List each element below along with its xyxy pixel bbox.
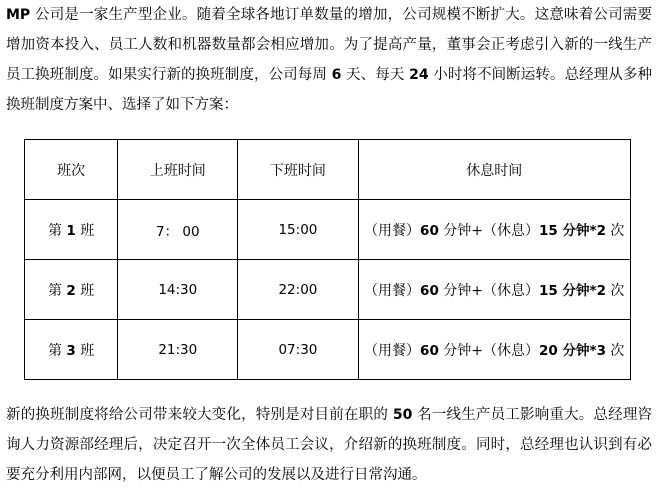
rest-times-label: 次: [605, 223, 625, 239]
rest-break-label: 分钟+（休息）: [438, 223, 540, 239]
intro-paragraph: [6, 0, 652, 120]
rest-meal-minutes: 60: [420, 283, 439, 299]
rest-meal-label: （用餐）: [364, 283, 421, 299]
employee-count: 50: [392, 407, 413, 423]
outro-text-2: 名一线生产员工影响重大。总经理咨询人力资源部经理后，决定召开一次全体员工会议，介绍新的换班制度。同时，总经理也认识到有必要充分利用内部网，以便员工了解公司的发展以及进行日常沟通。: [6, 407, 653, 483]
header-rest-time: 休息时间: [358, 140, 631, 200]
end-time-cell: 15:00: [238, 200, 358, 260]
rest-times-label: 次: [605, 343, 625, 359]
shift-prefix: 第: [47, 342, 67, 359]
end-time-cell: 22:00: [238, 260, 358, 320]
rest-time-cell: [358, 320, 631, 380]
shift-suffix: 班: [75, 222, 95, 239]
table-row: [25, 260, 631, 320]
shift-suffix: 班: [75, 342, 95, 359]
intro-text-1: 公司是一家生产型企业。随着全球各地订单数量的增加，公司规模不断扩大。这意味着公司需要增加资本投入、员工人数和机器数量都会相应增加。为了提高产量，董事会正考虑引入新的一线生产员工换班制度。如果实行新的换班制度，公司每周: [6, 7, 652, 83]
end-time-cell: 07:30: [238, 320, 358, 380]
shift-name-cell: [25, 260, 118, 320]
shift-name-cell: [25, 320, 118, 380]
rest-break-count: 分钟*3: [557, 343, 606, 359]
start-time-cell: 21:30: [118, 320, 238, 380]
rest-time-cell: [358, 200, 631, 260]
rest-times-label: 次: [605, 283, 625, 299]
shift-prefix: 第: [47, 282, 67, 299]
outro-text-1: 新的换班制度将给公司带来较大变化，特别是对目前在职的: [6, 407, 393, 423]
shift-name-cell: [25, 200, 118, 260]
header-start-time: 上班时间: [118, 140, 238, 200]
rest-break-label: 分钟+（休息）: [438, 283, 540, 299]
rest-meal-label: （用餐）: [364, 343, 421, 359]
hours-per-day: 24: [409, 67, 429, 83]
rest-time-cell: [358, 260, 631, 320]
rest-break-minutes: 20: [539, 343, 558, 359]
start-time-cell: 14:30: [118, 260, 238, 320]
table-row: [25, 320, 631, 380]
days-per-week: 6: [331, 67, 342, 83]
shift-number: 2: [66, 282, 76, 299]
start-time-cell: 7： 00: [118, 200, 238, 260]
outro-paragraph: [6, 400, 652, 490]
rest-meal-minutes: 60: [420, 223, 439, 239]
intro-text-3: 小时将不间断运转。总经理从多种换班制度方案中、选择了如下方案：: [6, 67, 653, 113]
shift-number: 1: [66, 222, 76, 239]
rest-break-label: 分钟+（休息）: [438, 343, 540, 359]
shift-prefix: 第: [47, 222, 67, 239]
shift-suffix: 班: [75, 282, 95, 299]
header-end-time: 下班时间: [238, 140, 358, 200]
shift-schedule-table: [24, 139, 631, 380]
rest-break-count: 分钟*2: [557, 283, 606, 299]
rest-break-minutes: 15: [539, 283, 558, 299]
rest-meal-label: （用餐）: [364, 223, 421, 239]
rest-break-minutes: 15: [539, 223, 558, 239]
rest-break-count: 分钟*2: [557, 223, 606, 239]
table-row: [25, 200, 631, 260]
table-header-row: [25, 140, 631, 200]
header-shift: 班次: [25, 140, 118, 200]
rest-meal-minutes: 60: [420, 343, 439, 359]
shift-number: 3: [66, 342, 76, 359]
intro-text-2: 天、每天: [341, 67, 410, 83]
company-name: MP: [6, 7, 31, 23]
